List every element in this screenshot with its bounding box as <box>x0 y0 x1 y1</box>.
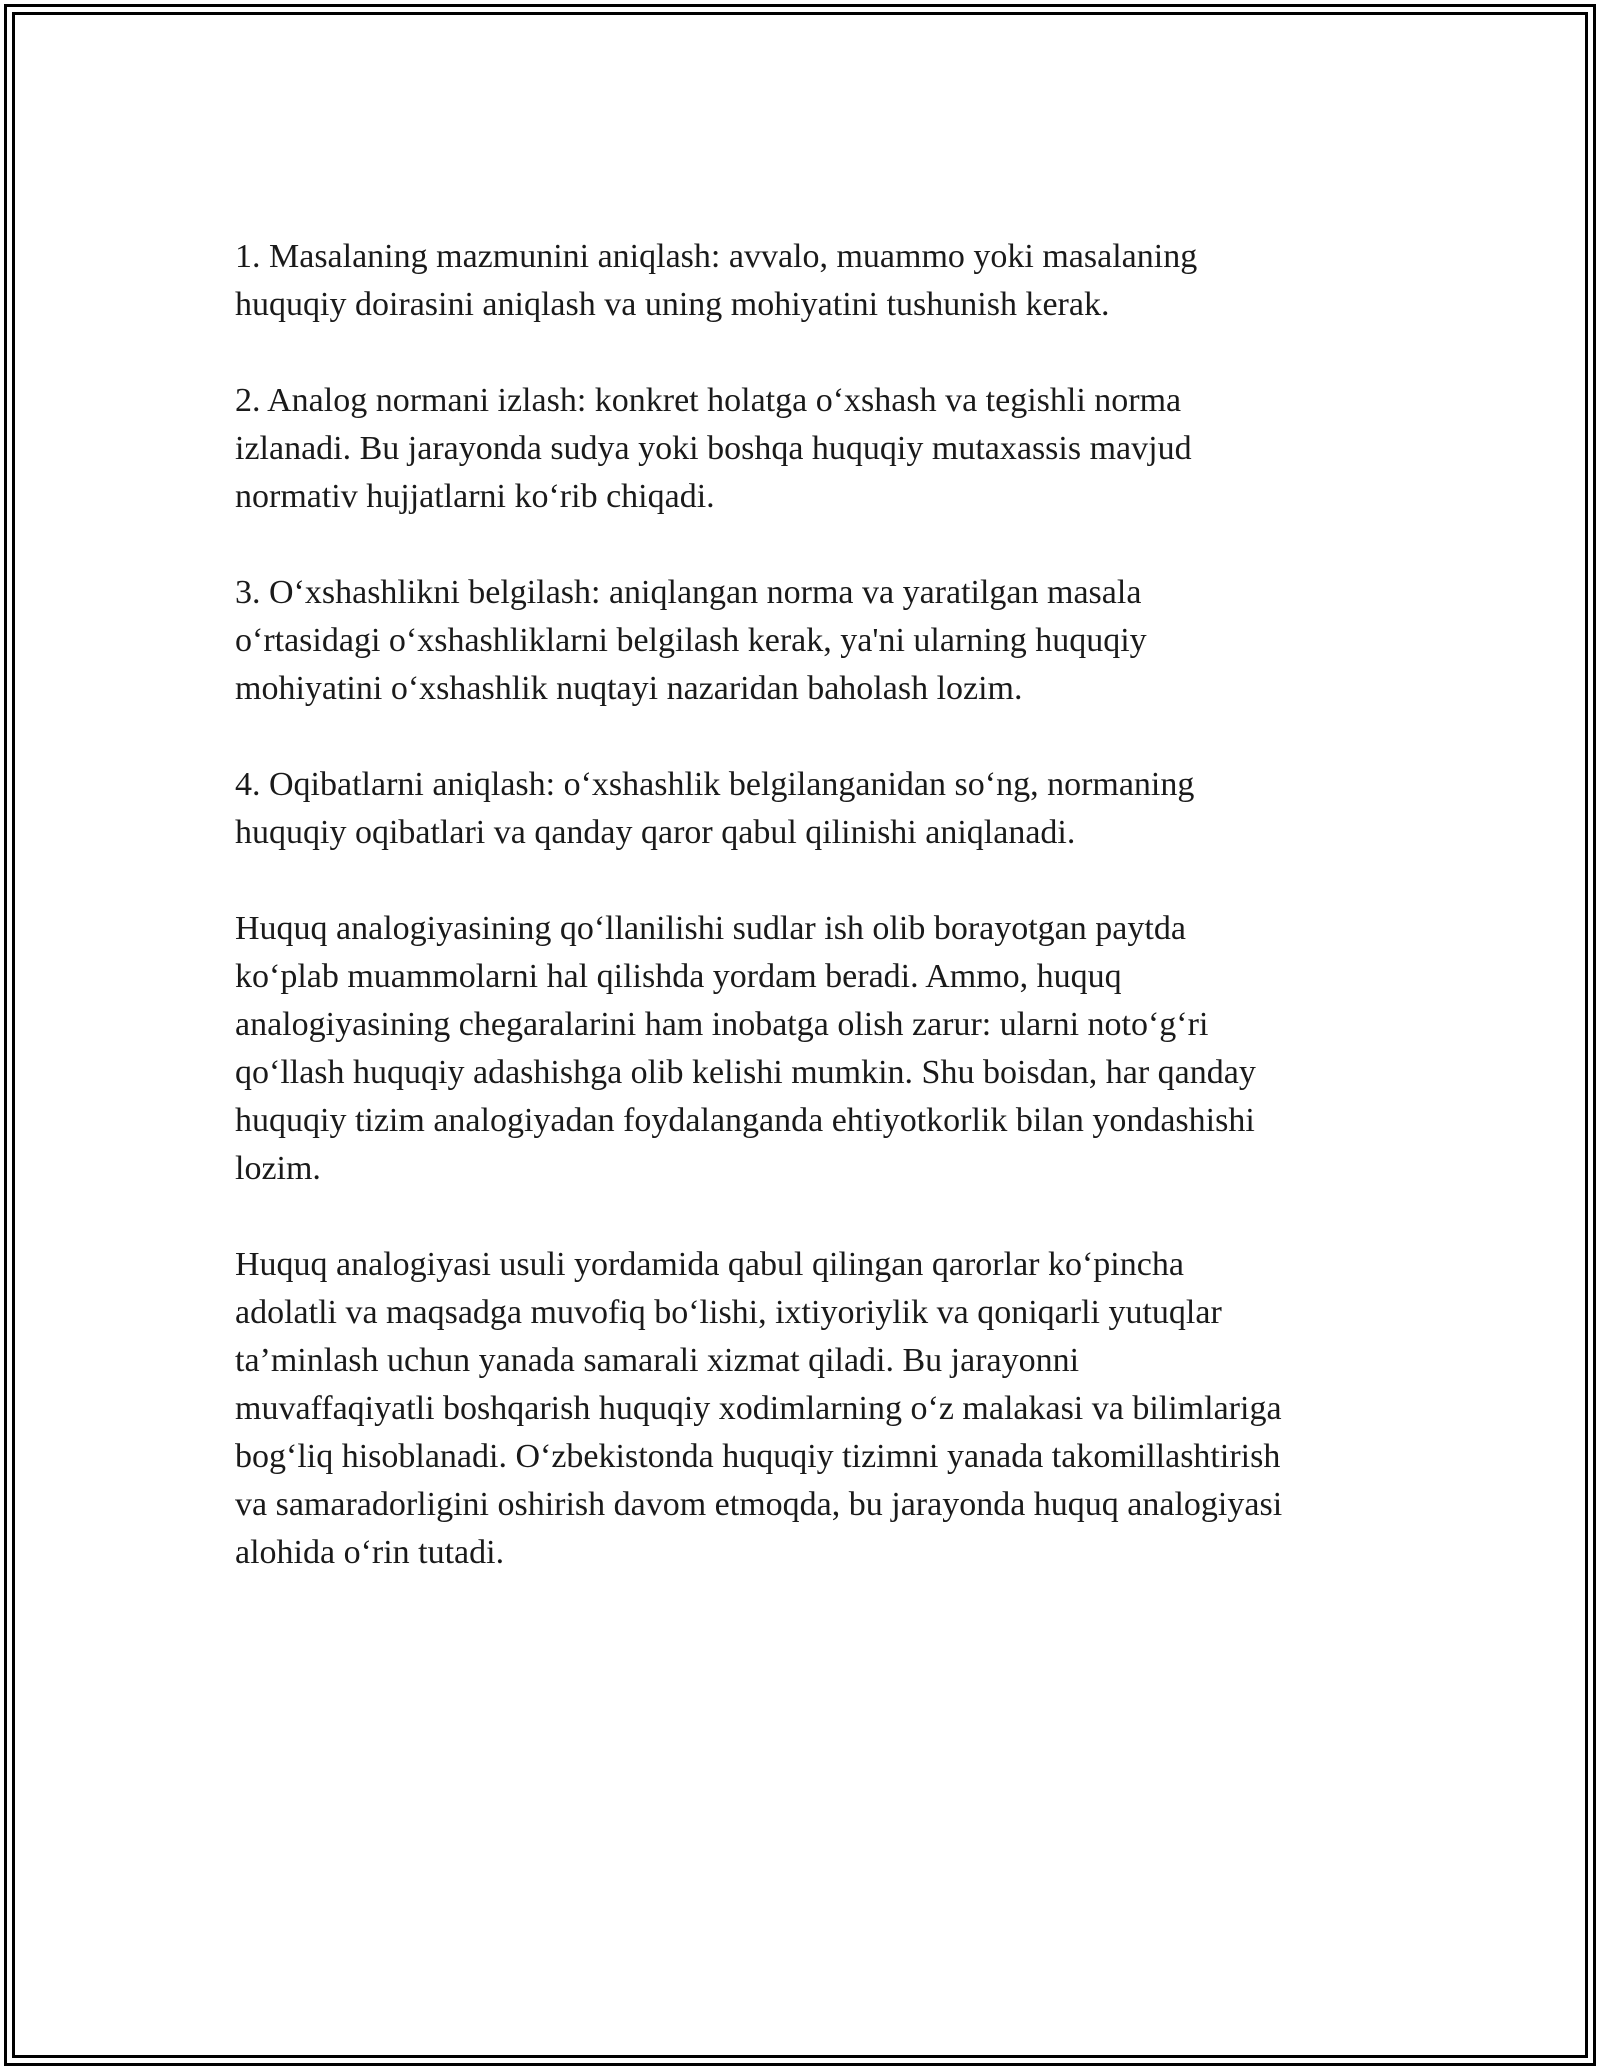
paragraph-step-3: 3. O‘xshashlikni belgilash: aniqlangan norma va yaratilgan masala o‘rtasidagi o‘xshashliklarni belgilash kerak, ya'ni ularning huquqiy mohiyatini o‘xshashlik nuqtayi nazaridan baholash lozim. <box>235 574 1147 707</box>
paragraph-step-4: 4. Oqibatlarni aniqlash: o‘xshashlik belgilanganidan so‘ng, normaning huquqiy oqibatlari va qanday qaror qabul qilinishi aniqlanadi. <box>235 766 1195 851</box>
document-body <box>235 233 1375 1577</box>
paragraph-application: Huquq analogiyasining qo‘llanilishi sudlar ish olib borayotgan paytda ko‘plab muammolarni hal qilishda yordam beradi. Ammo, huquq analogiyasining chegaralarini ham inobatga olish zarur: ularni noto‘g‘ri qo‘llash huquqiy adashishga olib kelishi mumkin. Shu boisdan, har qanday huquqiy tizim analogiyadan foydalanganda ehtiyotkorlik bilan yondashishi lozim. <box>235 910 1256 1187</box>
paragraph-step-1: 1. Masalaning mazmunini aniqlash: avvalo, muammo yoki masalaning huquqiy doirasini aniqlash va uning mohiyatini tushunish kerak. <box>235 238 1198 323</box>
paragraph-conclusion: Huquq analogiyasi usuli yordamida qabul qilingan qarorlar ko‘pincha adolatli va maqsadga muvofiq bo‘lishi, ixtiyoriylik va qoniqarli yutuqlar ta’minlash uchun yanada samarali xizmat qiladi. Bu jarayonni muvaffaqiyatli boshqarish huquqiy xodimlarning o‘z malakasi va bilimlariga bog‘liq hisoblanadi. O‘zbekistonda huquqiy tizimni yanada takomillashtirish va samaradorligini oshirish davom etmoqda, bu jarayonda huquq analogiyasi alohida o‘rin tutadi. <box>235 1246 1283 1571</box>
paragraph-step-2: 2. Analog normani izlash: konkret holatga o‘xshash va tegishli norma izlanadi. Bu jarayonda sudya yoki boshqa huquqiy mutaxassis mavjud normativ hujjatlarni ko‘rib chiqadi. <box>235 382 1192 515</box>
